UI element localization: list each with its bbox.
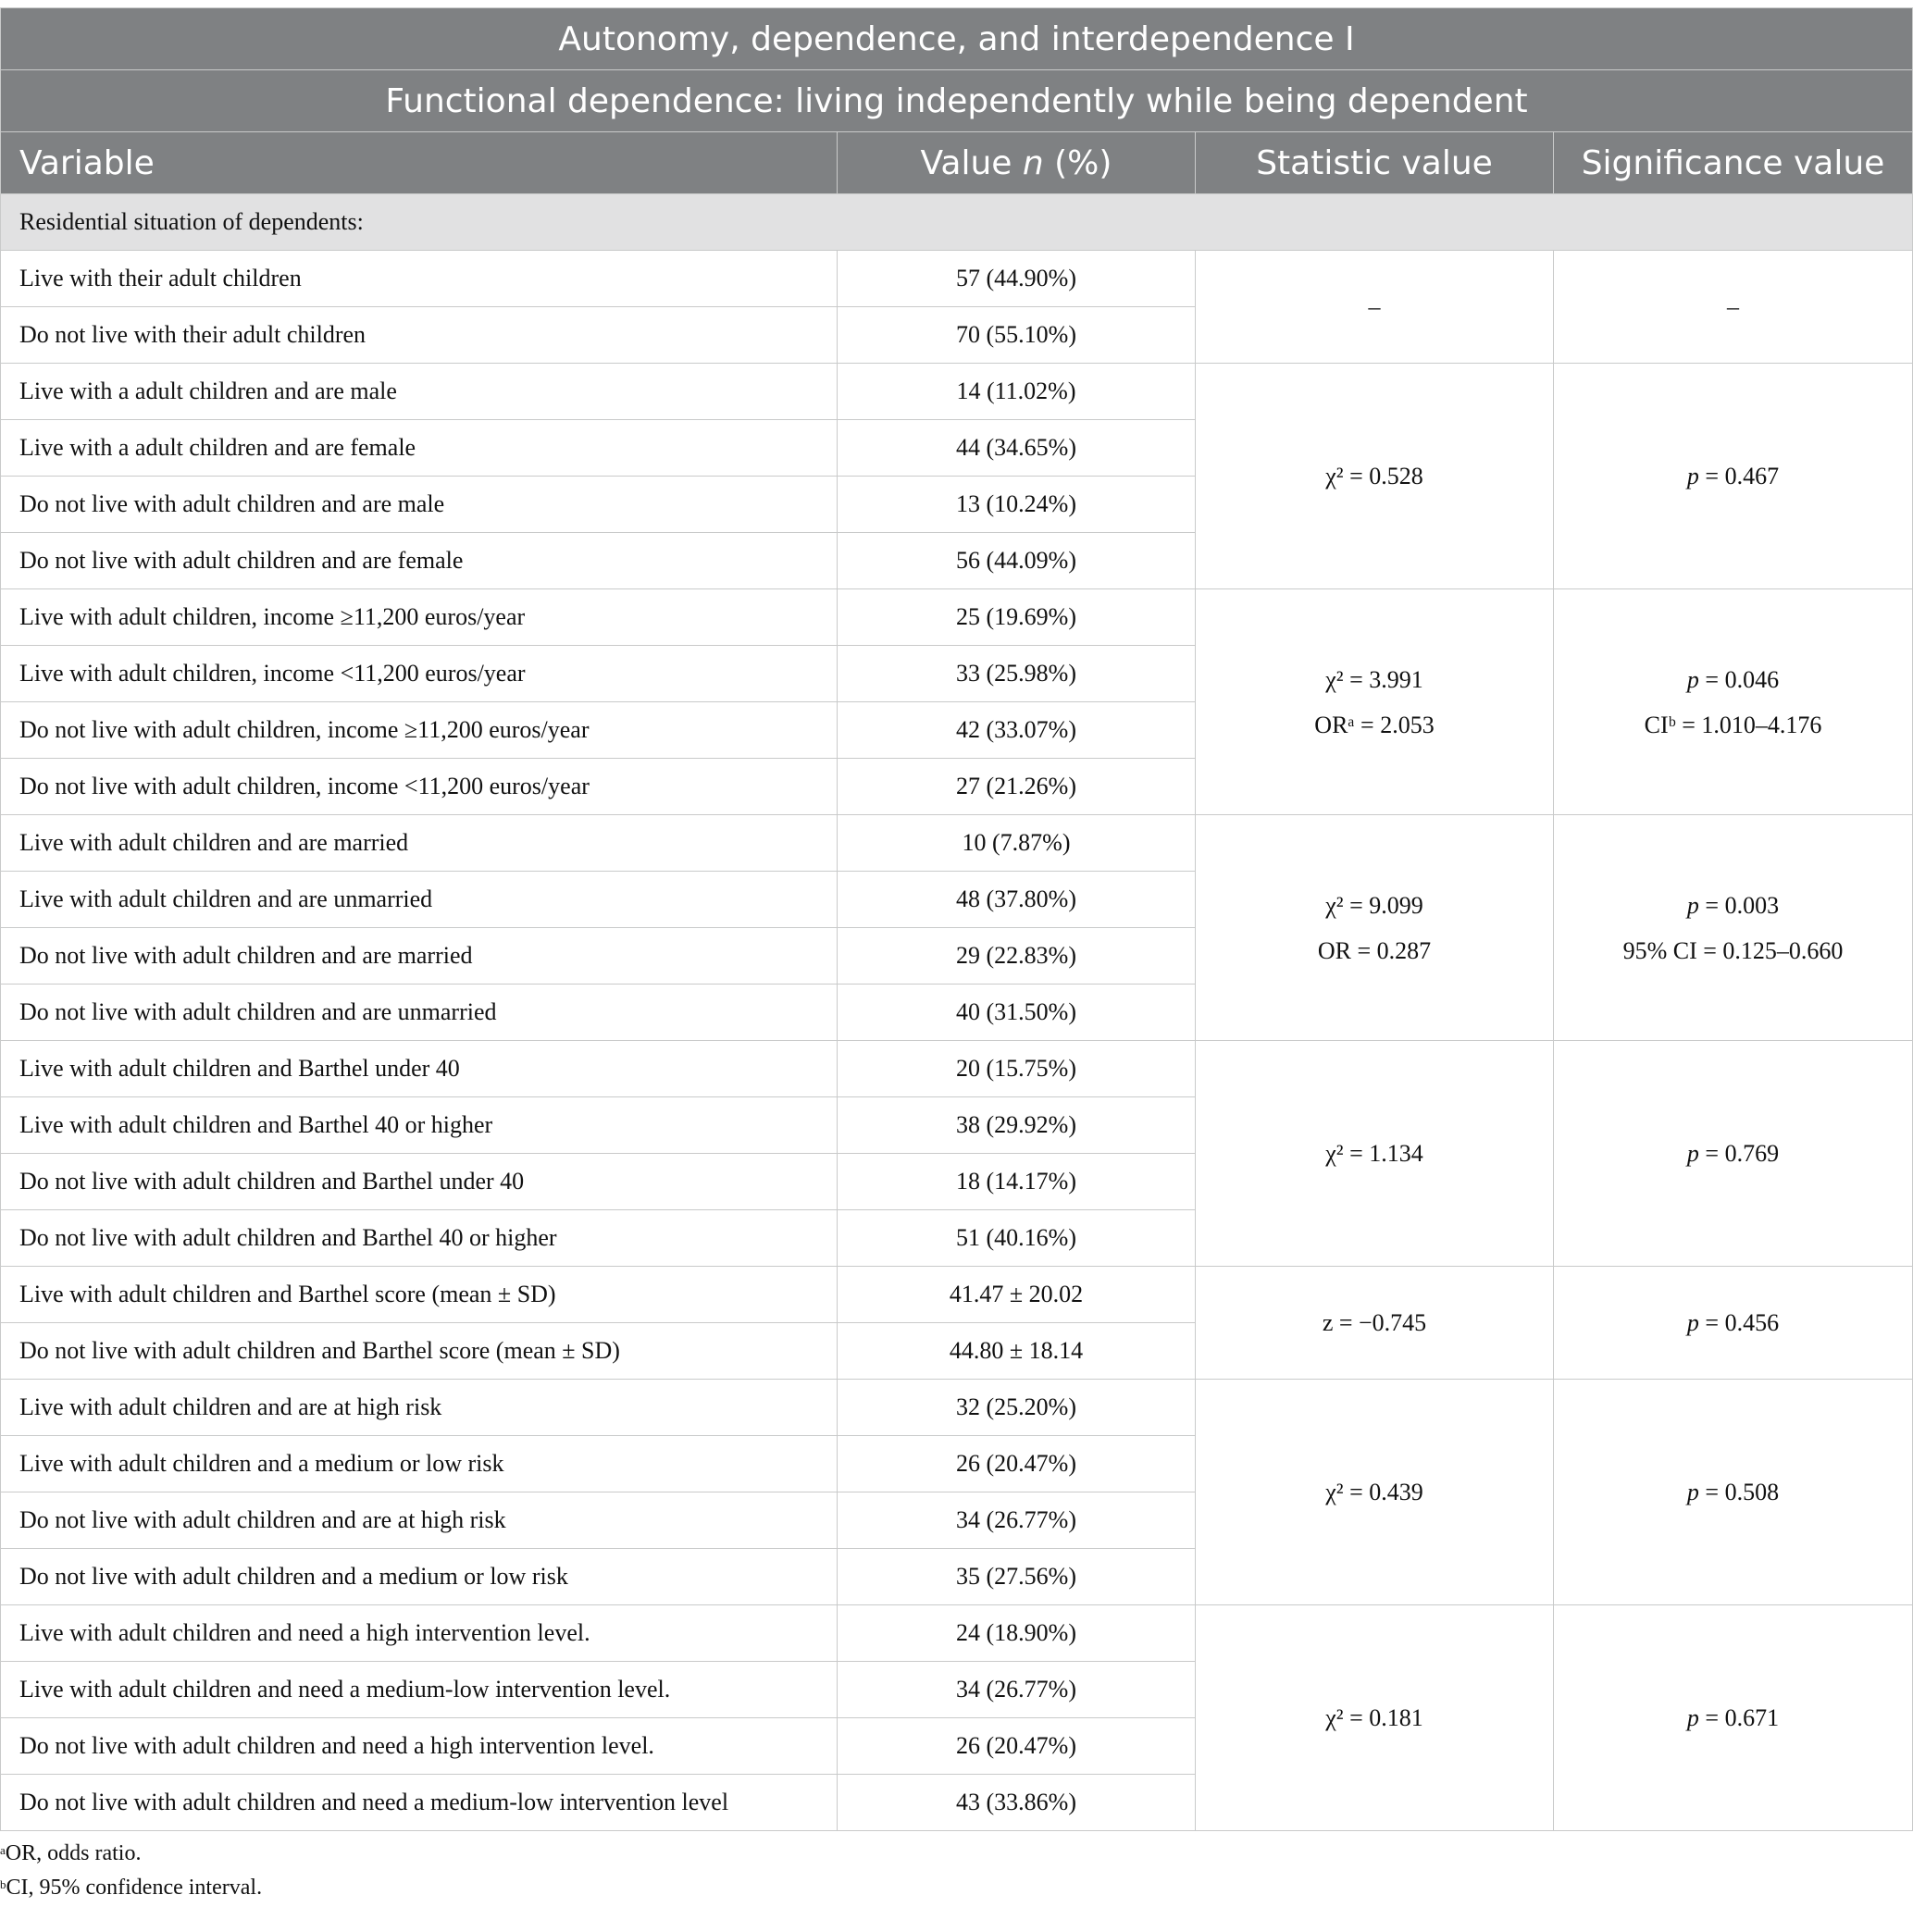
variable-cell: Live with adult children and are unmarried — [1, 872, 838, 928]
variable-cell: Live with adult children and a medium or low risk — [1, 1436, 838, 1492]
significance-cell — [1554, 815, 1913, 1041]
significance-cell — [1554, 1380, 1913, 1605]
statistic-value: χ² = 0.181 — [1325, 1704, 1423, 1731]
variable-cell: Do not live with adult children and are female — [1, 533, 838, 589]
significance-cell — [1554, 1605, 1913, 1831]
variable-cell: Do not live with adult children and Barthel score (mean ± SD) — [1, 1323, 838, 1380]
statistic-value: χ² = 3.991 — [1325, 665, 1423, 693]
statistic-value-secondary: OR = 0.287 — [1317, 936, 1432, 964]
significance-cell — [1554, 251, 1913, 364]
significance-cell — [1554, 589, 1913, 815]
table-row — [1, 1267, 1913, 1323]
statistic-value: χ² = 9.099 — [1325, 891, 1423, 919]
significance-value: p = 0.003 — [1686, 891, 1780, 919]
statistic-cell — [1196, 815, 1554, 1041]
table-row — [1, 815, 1913, 872]
value-cell: 43 (33.86%) — [838, 1775, 1196, 1831]
table-row — [1, 589, 1913, 646]
value-cell: 32 (25.20%) — [838, 1380, 1196, 1436]
value-cell: 33 (25.98%) — [838, 646, 1196, 702]
footnote-a: $^a$OR, odds ratio. — [0, 1841, 142, 1865]
value-cell: 26 (20.47%) — [838, 1718, 1196, 1775]
table-row — [1, 1605, 1913, 1662]
table-body — [1, 251, 1913, 1831]
variable-cell: Do not live with adult children and Barthel 40 or higher — [1, 1210, 838, 1267]
table-row — [1, 364, 1913, 420]
variable-cell: Live with their adult children — [1, 251, 838, 307]
value-cell: 70 (55.10%) — [838, 307, 1196, 364]
value-cell: 25 (19.69%) — [838, 589, 1196, 646]
value-cell: 26 (20.47%) — [838, 1436, 1196, 1492]
variable-cell: Do not live with adult children and are unmarried — [1, 985, 838, 1041]
value-cell: 24 (18.90%) — [838, 1605, 1196, 1662]
variable-cell: Live with adult children and need a medium-low intervention level. — [1, 1662, 838, 1718]
variable-cell: Do not live with adult children and need a medium-low intervention level — [1, 1775, 838, 1831]
variable-cell: Live with adult children and Barthel score (mean ± SD) — [1, 1267, 838, 1323]
variable-cell: Do not live with adult children, income <11,200 euros/year — [1, 759, 838, 815]
value-cell: 48 (37.80%) — [838, 872, 1196, 928]
statistic-cell — [1196, 1380, 1554, 1605]
significance-value-secondary: 95% CI = 0.125–0.660 — [1622, 936, 1844, 964]
statistic-cell — [1196, 1605, 1554, 1831]
value-cell: 35 (27.56%) — [838, 1549, 1196, 1605]
value-cell: 57 (44.90%) — [838, 251, 1196, 307]
header-variable: Variable — [1, 132, 838, 194]
footnotes — [0, 1837, 1913, 1905]
significance-value: p = 0.769 — [1686, 1140, 1780, 1167]
value-cell: 34 (26.77%) — [838, 1662, 1196, 1718]
value-cell: 18 (14.17%) — [838, 1154, 1196, 1210]
table-title-row — [1, 8, 1913, 70]
value-cell: 41.47 ± 20.02 — [838, 1267, 1196, 1323]
significance-value: p = 0.046 — [1686, 665, 1780, 693]
variable-cell: Live with adult children and Barthel under 40 — [1, 1041, 838, 1097]
table-page — [0, 7, 1913, 1905]
variable-cell: Do not live with adult children and need a high intervention level. — [1, 1718, 838, 1775]
variable-cell: Do not live with adult children and Barthel under 40 — [1, 1154, 838, 1210]
variable-cell: Do not live with adult children and are at high risk — [1, 1492, 838, 1549]
value-cell: 42 (33.07%) — [838, 702, 1196, 759]
significance-value-secondary: CIᵇ = 1.010–4.176 — [1644, 711, 1822, 738]
significance-cell — [1554, 1041, 1913, 1267]
section-row — [1, 194, 1913, 251]
statistic-cell — [1196, 364, 1554, 589]
statistic-value: χ² = 0.439 — [1325, 1479, 1423, 1505]
value-cell: 27 (21.26%) — [838, 759, 1196, 815]
significance-value: p = 0.456 — [1686, 1309, 1780, 1336]
table-row — [1, 1380, 1913, 1436]
variable-cell: Do not live with adult children and are married — [1, 928, 838, 985]
variable-cell: Do not live with adult children and a medium or low risk — [1, 1549, 838, 1605]
variable-cell: Do not live with adult children, income ≥11,200 euros/year — [1, 702, 838, 759]
statistic-value: χ² = 1.134 — [1325, 1140, 1423, 1167]
significance-value: p = 0.467 — [1686, 463, 1780, 489]
table-row — [1, 1041, 1913, 1097]
significance-value: – — [1727, 293, 1739, 320]
results-table — [0, 7, 1913, 1831]
variable-cell: Live with a adult children and are female — [1, 420, 838, 477]
header-significance: Significance value — [1554, 132, 1913, 194]
statistic-value: χ² = 0.528 — [1325, 463, 1423, 489]
variable-cell: Live with a adult children and are male — [1, 364, 838, 420]
footnote-b: $^b$CI, 95% confidence interval. — [0, 1876, 263, 1900]
statistic-value-secondary: ORᵃ = 2.053 — [1314, 711, 1435, 738]
value-cell: 44.80 ± 18.14 — [838, 1323, 1196, 1380]
significance-cell — [1554, 1267, 1913, 1380]
table-subtitle-row — [1, 70, 1913, 132]
value-cell: 10 (7.87%) — [838, 815, 1196, 872]
value-cell: 38 (29.92%) — [838, 1097, 1196, 1154]
statistic-cell — [1196, 589, 1554, 815]
table-subtitle: Functional dependence: living independently while being dependent — [1, 70, 1913, 132]
statistic-value: – — [1368, 293, 1381, 320]
variable-cell: Do not live with their adult children — [1, 307, 838, 364]
significance-cell — [1554, 364, 1913, 589]
value-cell: 44 (34.65%) — [838, 420, 1196, 477]
value-cell: 56 (44.09%) — [838, 533, 1196, 589]
variable-cell: Live with adult children, income ≥11,200 euros/year — [1, 589, 838, 646]
variable-cell: Live with adult children, income <11,200 euros/year — [1, 646, 838, 702]
variable-cell: Live with adult children and are married — [1, 815, 838, 872]
table-title: Autonomy, dependence, and interdependence I — [1, 8, 1913, 70]
value-cell: 40 (31.50%) — [838, 985, 1196, 1041]
variable-cell: Do not live with adult children and are male — [1, 477, 838, 533]
significance-value: p = 0.671 — [1686, 1704, 1780, 1731]
statistic-value: z = −0.745 — [1322, 1309, 1427, 1336]
value-cell: 29 (22.83%) — [838, 928, 1196, 985]
header-value: Value n (%) — [838, 132, 1196, 194]
column-header-row — [1, 132, 1913, 194]
section-label: Residential situation of dependents: — [1, 194, 1913, 251]
header-statistic: Statistic value — [1196, 132, 1554, 194]
significance-value: p = 0.508 — [1686, 1479, 1780, 1505]
variable-cell: Live with adult children and need a high intervention level. — [1, 1605, 838, 1662]
value-cell: 13 (10.24%) — [838, 477, 1196, 533]
statistic-cell — [1196, 251, 1554, 364]
table-row — [1, 251, 1913, 307]
value-cell: 20 (15.75%) — [838, 1041, 1196, 1097]
variable-cell: Live with adult children and are at high risk — [1, 1380, 838, 1436]
value-cell: 14 (11.02%) — [838, 364, 1196, 420]
statistic-cell — [1196, 1041, 1554, 1267]
variable-cell: Live with adult children and Barthel 40 or higher — [1, 1097, 838, 1154]
value-cell: 34 (26.77%) — [838, 1492, 1196, 1549]
statistic-cell — [1196, 1267, 1554, 1380]
value-cell: 51 (40.16%) — [838, 1210, 1196, 1267]
